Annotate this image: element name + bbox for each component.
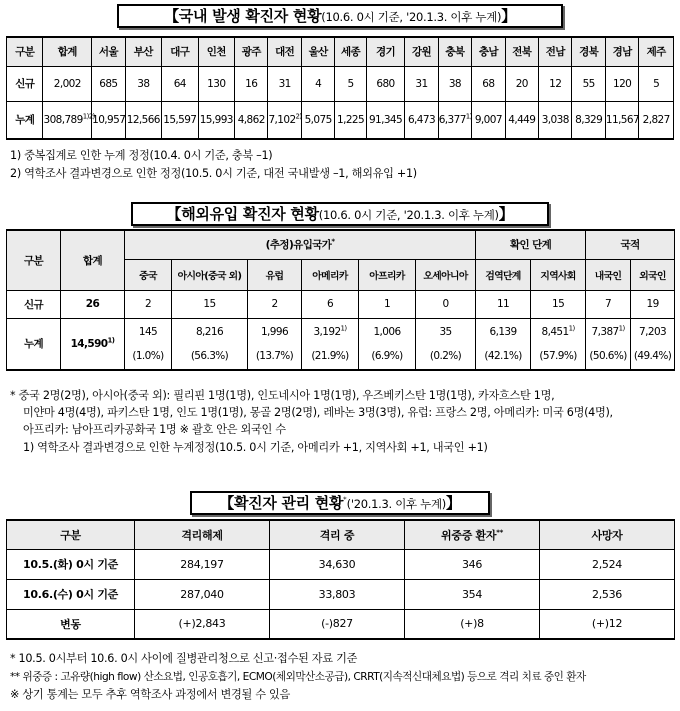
overseas-header-total: 합계 bbox=[61, 230, 125, 290]
overseas-cell bbox=[359, 318, 416, 370]
domestic-cell: 10,957 bbox=[92, 101, 125, 139]
domestic-header-row bbox=[7, 37, 674, 66]
domestic-cell: 38 bbox=[438, 66, 471, 101]
overseas-cell bbox=[416, 318, 476, 370]
domestic-cell: 685 bbox=[92, 66, 125, 101]
overseas-cum-percent: (57.9%) bbox=[539, 349, 577, 362]
domestic-table bbox=[6, 36, 674, 140]
overseas-cum-value: 8,216 bbox=[195, 325, 224, 338]
domestic-cell: 31 bbox=[405, 66, 438, 101]
overseas-cum-percent: (0.2%) bbox=[429, 349, 462, 362]
overseas-cell: 2 bbox=[125, 290, 172, 318]
management-cell: 2,536 bbox=[540, 579, 675, 609]
domestic-header-cell: 경남 bbox=[605, 37, 638, 66]
overseas-cell: 11 bbox=[476, 290, 531, 318]
management-row-1006 bbox=[7, 579, 675, 609]
overseas-title-note: (10.6. 0시 기준, '20.1.3. 이후 누계) bbox=[318, 208, 499, 222]
overseas-total-cell: 14,590$^{1)}$ bbox=[61, 318, 125, 370]
domestic-cell: 91,345 bbox=[366, 101, 405, 139]
management-cell: 284,197 bbox=[135, 549, 270, 579]
overseas-cum-value: 3,192$^{1)}$ bbox=[313, 324, 347, 338]
management-row-label: 10.5.(화) 0시 기준 bbox=[7, 549, 135, 579]
overseas-subheader-cell: 내국인 bbox=[586, 259, 631, 290]
domestic-cell: 4,862 bbox=[235, 101, 268, 139]
overseas-header-gubun: 구분 bbox=[7, 230, 61, 290]
overseas-title-main: 【해외유입 확진자 현황 bbox=[166, 205, 319, 223]
management-cell: 354 bbox=[405, 579, 540, 609]
domestic-header-cell: 합계 bbox=[43, 37, 92, 66]
domestic-cell: 16 bbox=[235, 66, 268, 101]
domestic-cell: 15,993 bbox=[198, 101, 234, 139]
overseas-cum-value: 35 bbox=[439, 325, 452, 338]
management-note-2: ** 위중증 : 고유량(high flow) 산소요법, 인공호흡기, ECMO(체외막산소공급), CRRT(지속적신대체요법) 등으로 격리 치료 중인 환자 bbox=[10, 671, 586, 683]
overseas-cell bbox=[125, 318, 172, 370]
management-cell: 34,630 bbox=[270, 549, 405, 579]
overseas-subheader-cell: 아시아(중국 외) bbox=[172, 259, 248, 290]
overseas-cell: 15 bbox=[172, 290, 248, 318]
domestic-cell: 680 bbox=[366, 66, 405, 101]
domestic-note-2: 2) 역학조사 결과변경으로 인한 정정(10.5. 0시 기준, 대전 국내발생 –1, 해외유입 +1) bbox=[10, 167, 417, 180]
overseas-cell bbox=[172, 318, 248, 370]
domestic-note-1: 1) 중복집계로 인한 누계 정정(10.4. 0시 기준, 충북 –1) bbox=[10, 149, 273, 162]
management-cell: (+)12 bbox=[540, 609, 675, 639]
domestic-cell: 6,377$^{1)}$ bbox=[438, 101, 471, 139]
domestic-title-main: 【국내 발생 확진자 현황 bbox=[164, 7, 322, 25]
management-cell: 2,524 bbox=[540, 549, 675, 579]
domestic-cell: 12,566 bbox=[125, 101, 161, 139]
domestic-header-cell: 서울 bbox=[92, 37, 125, 66]
overseas-cum-percent: (49.4%) bbox=[633, 349, 672, 362]
domestic-cumulative-row bbox=[7, 101, 674, 139]
management-cell: 33,803 bbox=[270, 579, 405, 609]
overseas-title bbox=[131, 202, 549, 226]
overseas-cell bbox=[586, 318, 631, 370]
domestic-header-cell: 경기 bbox=[366, 37, 405, 66]
overseas-row-label: 신규 bbox=[7, 290, 61, 318]
overseas-cell bbox=[531, 318, 586, 370]
overseas-new-row bbox=[7, 290, 675, 318]
domestic-cell: 68 bbox=[472, 66, 505, 101]
management-cell: (+)2,843 bbox=[135, 609, 270, 639]
overseas-header-nation: 국적 bbox=[586, 230, 675, 259]
overseas-cell bbox=[631, 318, 675, 370]
overseas-total-cell: 26 bbox=[61, 290, 125, 318]
domestic-header-cell: 대구 bbox=[162, 37, 198, 66]
domestic-header-cell: 인천 bbox=[198, 37, 234, 66]
overseas-cum-value: 7,203 bbox=[639, 325, 667, 338]
overseas-cell bbox=[476, 318, 531, 370]
domestic-header-cell: 경북 bbox=[572, 37, 605, 66]
management-header-cell: 사망자 bbox=[540, 520, 675, 549]
overseas-title-end: 】 bbox=[498, 205, 514, 223]
overseas-cum-percent: (1.0%) bbox=[132, 349, 164, 362]
management-header-cell: 격리 중 bbox=[270, 520, 405, 549]
overseas-cum-value: 6,139 bbox=[489, 325, 517, 338]
overseas-subheader-cell: 오세아니아 bbox=[416, 259, 476, 290]
management-cell: 346 bbox=[405, 549, 540, 579]
overseas-note-2: 미얀마 4명(4명), 파키스탄 1명, 인도 1명(1명), 몽골 2명(2명), 레바논 3명(3명), 유럽: 프랑스 2명, 아메리카: 미국 6명(4명), bbox=[23, 406, 613, 419]
domestic-header-cell: 전남 bbox=[539, 37, 572, 66]
overseas-header-country: (추정)유입국가* bbox=[125, 230, 476, 259]
domestic-cell: 12 bbox=[539, 66, 572, 101]
overseas-table bbox=[6, 229, 675, 371]
overseas-subheader-cell: 유럽 bbox=[248, 259, 302, 290]
domestic-cell: 55 bbox=[572, 66, 605, 101]
overseas-subheader-cell: 아프리카 bbox=[359, 259, 416, 290]
management-row-1005 bbox=[7, 549, 675, 579]
domestic-cell: 5,075 bbox=[301, 101, 334, 139]
management-row-label: 10.6.(수) 0시 기준 bbox=[7, 579, 135, 609]
domestic-cell: 130 bbox=[198, 66, 234, 101]
overseas-cum-percent: (21.9%) bbox=[311, 349, 349, 362]
management-header-row bbox=[7, 520, 675, 549]
overseas-cum-percent: (13.7%) bbox=[255, 349, 294, 362]
overseas-subheader-cell: 아메리카 bbox=[302, 259, 359, 290]
domestic-cell: 6,473 bbox=[405, 101, 438, 139]
domestic-header-cell: 세종 bbox=[335, 37, 366, 66]
overseas-cum-percent: (6.9%) bbox=[371, 349, 403, 362]
overseas-cum-value: 145 bbox=[138, 325, 158, 338]
domestic-cell: 5 bbox=[639, 66, 674, 101]
domestic-header-cell: 전북 bbox=[505, 37, 538, 66]
overseas-cell: 6 bbox=[302, 290, 359, 318]
management-note-3: ※ 상기 통계는 모두 추후 역학조사 과정에서 변경될 수 있음 bbox=[10, 688, 291, 701]
domestic-header-cell: 부산 bbox=[125, 37, 161, 66]
overseas-header-row-1 bbox=[7, 230, 675, 259]
management-cell: (+)8 bbox=[405, 609, 540, 639]
domestic-title-end: 】 bbox=[501, 7, 516, 25]
management-note-1: * 10.5. 0시부터 10.6. 0시 사이에 질병관리청으로 신고·접수된 자료 기준 bbox=[10, 652, 358, 665]
domestic-header-cell: 대전 bbox=[268, 37, 301, 66]
management-row-change bbox=[7, 609, 675, 639]
domestic-cell: 1,225 bbox=[335, 101, 366, 139]
overseas-cum-value: 8,451$^{1)}$ bbox=[541, 324, 575, 338]
overseas-cum-value: 1,006 bbox=[373, 325, 401, 338]
overseas-cell: 15 bbox=[531, 290, 586, 318]
domestic-cell: 31 bbox=[268, 66, 301, 101]
domestic-cell: 2,827 bbox=[639, 101, 674, 139]
domestic-cell: $308,789^{1)2)}$ bbox=[43, 101, 92, 139]
domestic-row-label: 신규 bbox=[7, 66, 43, 101]
overseas-cum-percent: (50.6%) bbox=[589, 349, 627, 362]
management-cell: 287,040 bbox=[135, 579, 270, 609]
domestic-cell: 7,102$^{2)}$ bbox=[268, 101, 301, 139]
domestic-cell: 64 bbox=[162, 66, 198, 101]
overseas-cumulative-row bbox=[7, 318, 675, 370]
overseas-cell: 0 bbox=[416, 290, 476, 318]
overseas-cell: 1 bbox=[359, 290, 416, 318]
domestic-cell: 38 bbox=[125, 66, 161, 101]
domestic-cell: 11,567 bbox=[605, 101, 638, 139]
domestic-header-cell: 구분 bbox=[7, 37, 43, 66]
management-header-cell: 위중증 환자** bbox=[405, 520, 540, 549]
overseas-subheader-cell: 검역단계 bbox=[476, 259, 531, 290]
domestic-cell: 20 bbox=[505, 66, 538, 101]
domestic-header-cell: 충북 bbox=[438, 37, 471, 66]
domestic-header-cell: 제주 bbox=[639, 37, 674, 66]
overseas-subheader-cell: 지역사회 bbox=[531, 259, 586, 290]
overseas-subheader-cell: 중국 bbox=[125, 259, 172, 290]
domestic-cell: 4,449 bbox=[505, 101, 538, 139]
domestic-header-cell: 광주 bbox=[235, 37, 268, 66]
management-title-end: 】 bbox=[446, 494, 461, 512]
overseas-cum-percent: (56.3%) bbox=[190, 349, 229, 362]
management-title-main: 【확진자 관리 현황 bbox=[219, 494, 344, 512]
management-header-cell: 구분 bbox=[7, 520, 135, 549]
overseas-note-4: 1) 역학조사 결과변경으로 인한 누계정정(10.5. 0시 기준, 아메리카 +1, 지역사회 +1, 내국인 +1) bbox=[23, 441, 488, 454]
domestic-cell: 15,597 bbox=[162, 101, 198, 139]
domestic-cell: 9,007 bbox=[472, 101, 505, 139]
management-row-label: 변동 bbox=[7, 609, 135, 639]
domestic-cell: 8,329 bbox=[572, 101, 605, 139]
domestic-cell: 120 bbox=[605, 66, 638, 101]
management-cell: (-)827 bbox=[270, 609, 405, 639]
overseas-subheader-cell: 외국인 bbox=[631, 259, 675, 290]
overseas-cum-value: 1,996 bbox=[260, 325, 289, 338]
domestic-title-note: (10.6. 0시 기준, '20.1.3. 이후 누계) bbox=[321, 10, 502, 24]
overseas-cell: 7 bbox=[586, 290, 631, 318]
domestic-header-cell: 울산 bbox=[301, 37, 334, 66]
domestic-row-label: 누계 bbox=[7, 101, 43, 139]
overseas-cell: 2 bbox=[248, 290, 302, 318]
domestic-cell: 3,038 bbox=[539, 101, 572, 139]
overseas-header-confirm: 확인 단계 bbox=[476, 230, 586, 259]
overseas-cum-value: 7,387$^{1)}$ bbox=[591, 324, 625, 338]
management-title-note: ('20.1.3. 이후 누계) bbox=[346, 497, 446, 511]
overseas-cell bbox=[248, 318, 302, 370]
overseas-cell bbox=[302, 318, 359, 370]
domestic-header-cell: 충남 bbox=[472, 37, 505, 66]
management-title: 【확진자 관리 현황*('20.1.3. 이후 누계)】 bbox=[190, 491, 490, 515]
domestic-cell: 4 bbox=[301, 66, 334, 101]
domestic-new-row bbox=[7, 66, 674, 101]
management-table bbox=[6, 519, 675, 640]
domestic-title bbox=[117, 4, 563, 28]
overseas-cum-percent: (42.1%) bbox=[484, 349, 522, 362]
overseas-row-label: 누계 bbox=[7, 318, 61, 370]
overseas-note-3: 아프리카: 남아프리카공화국 1명 ※ 괄호 안은 외국인 수 bbox=[23, 423, 286, 436]
overseas-note-1: * 중국 2명(2명), 아시아(중국 외): 필리핀 1명(1명), 인도네시아 1명(1명), 우즈베키스탄 1명(1명), 카자흐스탄 1명, bbox=[10, 389, 555, 402]
domestic-cell: 2,002 bbox=[43, 66, 92, 101]
domestic-cell: 5 bbox=[335, 66, 366, 101]
management-header-cell: 격리해제 bbox=[135, 520, 270, 549]
domestic-header-cell: 강원 bbox=[405, 37, 438, 66]
overseas-cell: 19 bbox=[631, 290, 675, 318]
